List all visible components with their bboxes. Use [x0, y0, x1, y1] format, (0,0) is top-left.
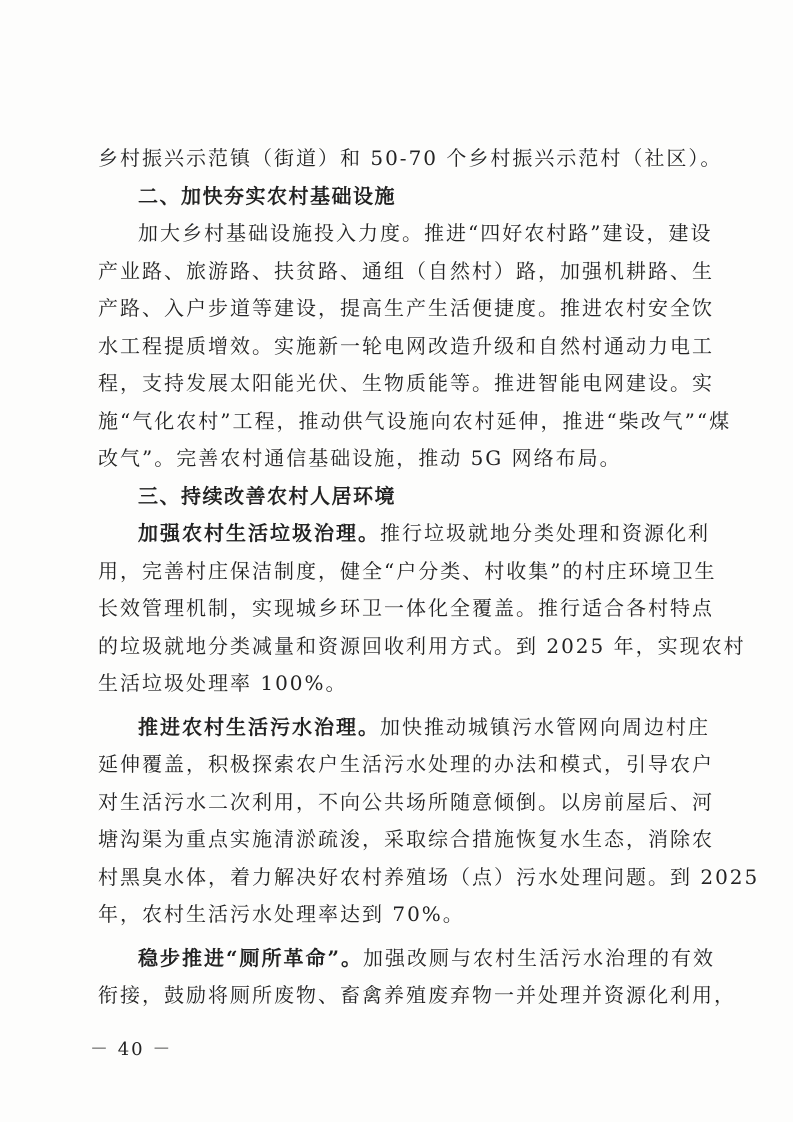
body-line: 年，农村生活污水处理率达到 70%。: [98, 902, 465, 926]
body-text: 加强改厕与农村生活污水治理的有效: [363, 945, 716, 970]
body-line: 长效管理机制，实现城乡环卫一体化全覆盖。推行适合各村特点: [98, 596, 714, 620]
body-line: 产路、入户步道等建设，提高生产生活便捷度。推进农村安全饮: [98, 296, 714, 320]
paragraph-lead: 稳步推进“厕所革命”。: [138, 945, 364, 970]
body-line: 对生活污水二次利用，不向公共场所随意倾倒。以房前屋后、河: [98, 789, 714, 814]
body-line: 延伸覆盖，积极探索农户生活污水处理的办法和模式，引导农户: [98, 752, 714, 776]
body-line: 施“气化农村”工程，推动供气设施向农村延伸，推进“柴改气”“煤: [98, 408, 732, 433]
body-line: 用，完善村庄保洁制度，健全“户分类、村收集”的村庄环境卫生: [98, 558, 717, 583]
body-line: 改气”。完善农村通信基础设施，推动 5G 网络布局。: [98, 446, 622, 470]
paragraph-line: [98, 515, 710, 553]
body-line: 产业路、旅游路、扶贫路、通组（自然村）路，加强机耕路、生: [98, 258, 714, 283]
body-line: 乡村振兴示范镇（街道）和 50-70 个乡村振兴示范村（社区）。: [98, 146, 723, 170]
paragraph-line: [98, 940, 716, 978]
paragraph-line: [98, 709, 710, 747]
body-line: 加大乡村基础设施投入力度。推进“四好农村路”建设，建设: [138, 221, 713, 245]
paragraph-lead: 加强农村生活垃圾治理。: [138, 521, 380, 545]
paragraph-lead: 推进农村生活污水治理。: [138, 714, 380, 739]
section-heading-3: 三、持续改善农村人居环境: [138, 483, 396, 508]
body-line: 生活垃圾处理率 100%。: [98, 671, 348, 695]
body-line: 的垃圾就地分类减量和资源回收利用方式。到 2025 年，实现农村: [98, 633, 746, 658]
body-line: 村黑臭水体，着力解决好农村养殖场（点）污水处理问题。到 2025: [98, 864, 760, 889]
body-line: 塘沟渠为重点实施清淤疏浚，采取综合措施恢复水生态，消除农: [98, 827, 714, 851]
section-heading-2: 二、加快夯实农村基础设施: [138, 183, 396, 208]
page-number: － 40 －: [90, 1039, 173, 1060]
body-text: 推行垃圾就地分类处理和资源化利: [380, 521, 710, 545]
body-line: 水工程提质增效。实施新一轮电网改造升级和自然村通动力电工: [98, 333, 714, 358]
document-body: [98, 140, 760, 1015]
body-text: 加快推动城镇污水管网向周边村庄: [380, 714, 710, 739]
body-line: 程，支持发展太阳能光伏、生物质能等。推进智能电网建设。实: [98, 371, 714, 395]
body-line: 衔接，鼓励将厕所废物、畜禽养殖废弃物一并处理并资源化利用，: [98, 983, 736, 1007]
